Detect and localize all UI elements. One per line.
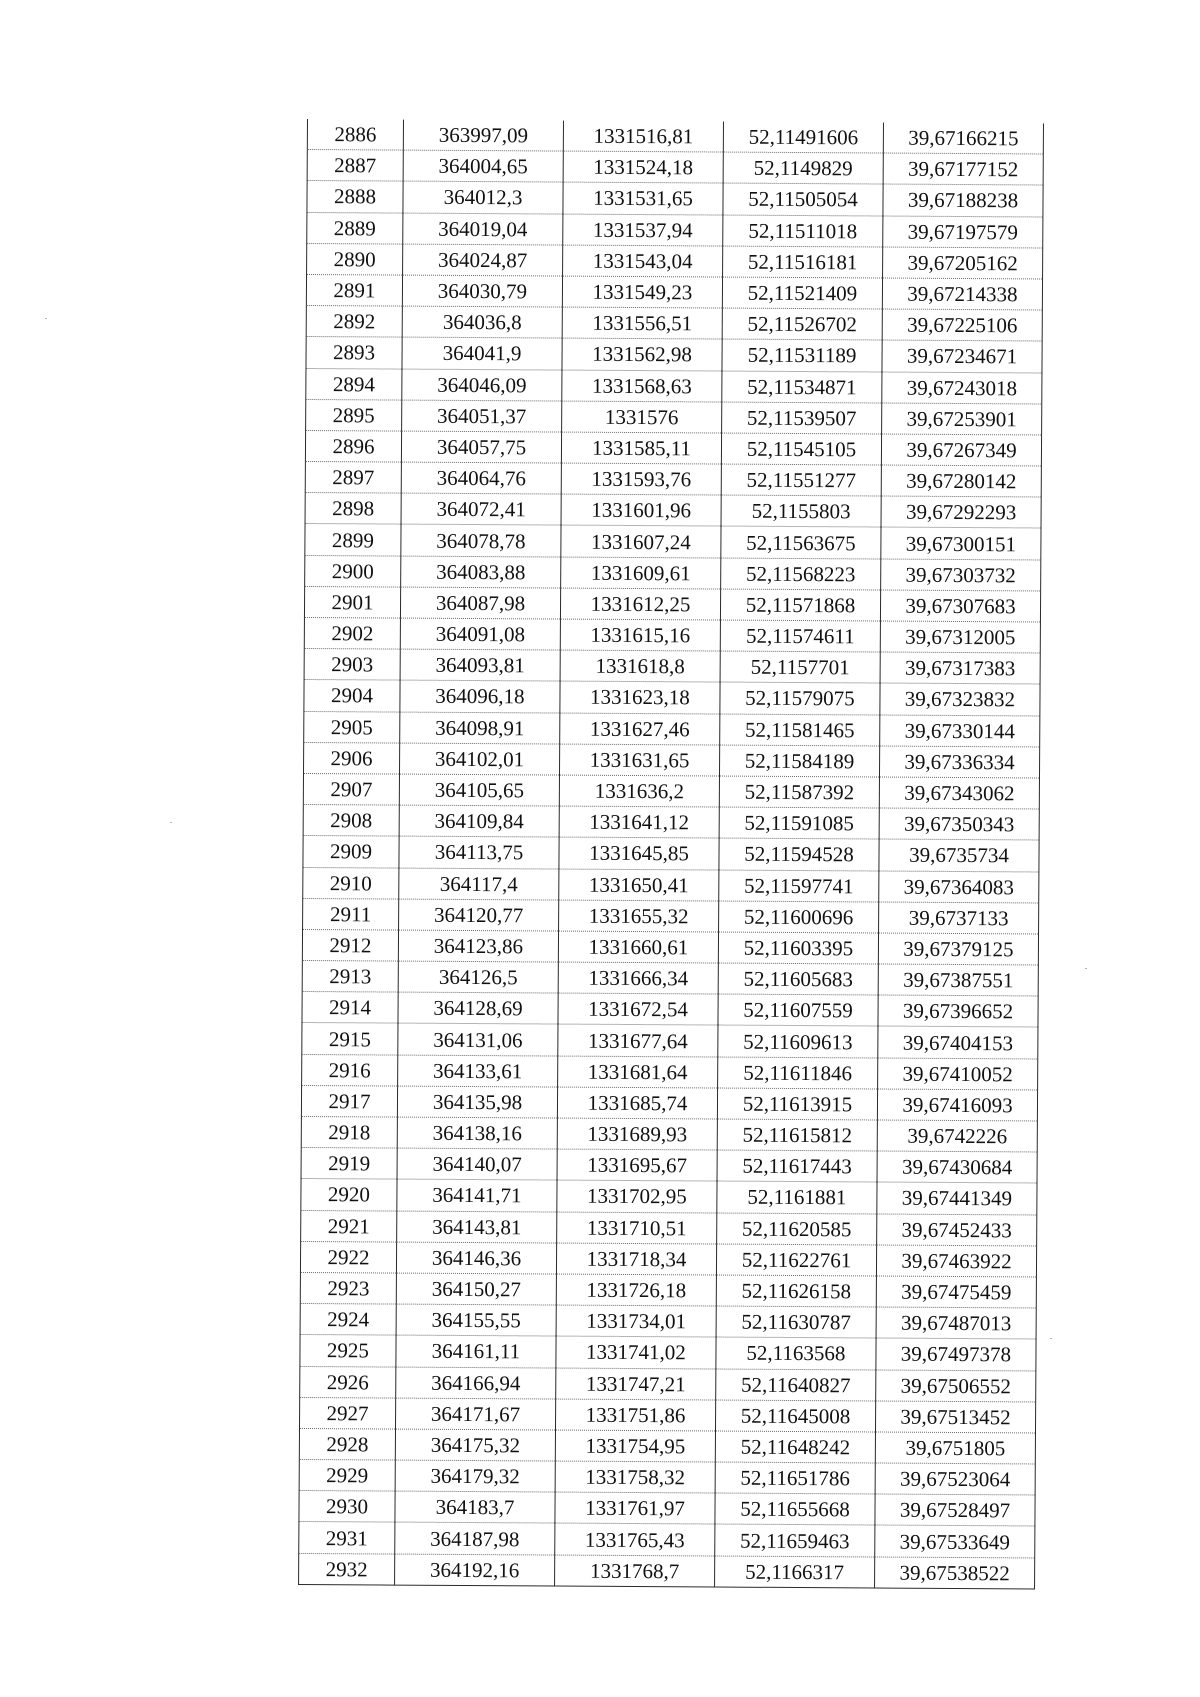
x-coordinate-cell: 364123,86: [398, 930, 558, 962]
y-coordinate-cell: 1331689,93: [557, 1118, 717, 1150]
latitude-cell: 52,11651786: [715, 1462, 875, 1494]
latitude-cell: 52,11579075: [720, 682, 880, 714]
point-number-cell: 2893: [306, 337, 402, 369]
point-number-cell: 2902: [304, 617, 400, 649]
x-coordinate-cell: 364187,98: [395, 1523, 555, 1555]
longitude-cell: 39,67300151: [881, 527, 1041, 559]
longitude-cell: 39,67452433: [877, 1214, 1037, 1246]
y-coordinate-cell: 1331741,02: [556, 1336, 716, 1368]
x-coordinate-cell: 364141,71: [397, 1179, 557, 1211]
longitude-cell: 39,67307683: [880, 590, 1040, 622]
x-coordinate-cell: 364004,65: [403, 150, 563, 182]
latitude-cell: 52,1149829: [723, 152, 883, 184]
x-coordinate-cell: 364078,78: [401, 525, 561, 557]
table-row: [304, 680, 1040, 716]
longitude-cell: 39,6742226: [877, 1120, 1037, 1152]
longitude-cell: 39,67214338: [882, 278, 1042, 310]
point-number-cell: 2899: [305, 524, 401, 556]
y-coordinate-cell: 1331631,65: [559, 744, 719, 776]
point-number-cell: 2932: [299, 1553, 395, 1585]
latitude-cell: 52,11539507: [722, 402, 882, 434]
point-number-cell: 2886: [307, 119, 403, 150]
table-row: [305, 493, 1041, 529]
table-row: [304, 617, 1040, 653]
table-row: [307, 243, 1043, 279]
point-number-cell: 2900: [305, 555, 401, 587]
point-number-cell: 2931: [299, 1522, 395, 1554]
latitude-cell: 52,11613915: [717, 1088, 877, 1120]
point-number-cell: 2898: [305, 493, 401, 525]
y-coordinate-cell: 1331695,67: [557, 1149, 717, 1181]
point-number-cell: 2904: [304, 680, 400, 712]
x-coordinate-cell: 364128,69: [398, 992, 558, 1024]
y-coordinate-cell: 1331636,2: [559, 775, 719, 807]
latitude-cell: 52,11603395: [718, 932, 878, 964]
table-row: [300, 1366, 1036, 1402]
point-number-cell: 2897: [305, 462, 401, 494]
table-row: [299, 1428, 1035, 1464]
table-row: [302, 961, 1038, 997]
latitude-cell: 52,11581465: [720, 714, 880, 746]
y-coordinate-cell: 1331768,7: [555, 1555, 715, 1587]
table-row: [301, 1085, 1037, 1121]
table-row: [300, 1272, 1036, 1308]
latitude-cell: 52,11600696: [719, 901, 879, 933]
y-coordinate-cell: 1331672,54: [558, 993, 718, 1025]
x-coordinate-cell: 364171,67: [395, 1398, 555, 1430]
table-row: [303, 805, 1039, 841]
point-number-cell: 2892: [306, 306, 402, 338]
x-coordinate-cell: 364150,27: [396, 1273, 556, 1305]
y-coordinate-cell: 1331710,51: [557, 1212, 717, 1244]
point-number-cell: 2909: [303, 836, 399, 868]
longitude-cell: 39,67343062: [879, 777, 1039, 809]
point-number-cell: 2907: [303, 773, 399, 805]
x-coordinate-cell: 364030,79: [402, 275, 562, 307]
point-number-cell: 2896: [305, 430, 401, 462]
table-row: [303, 773, 1039, 809]
longitude-cell: 39,67513452: [875, 1401, 1035, 1433]
point-number-cell: 2905: [304, 711, 400, 743]
point-number-cell: 2921: [301, 1210, 397, 1242]
x-coordinate-cell: 364140,07: [397, 1148, 557, 1180]
table-row: [299, 1522, 1035, 1558]
x-coordinate-cell: 364087,98: [400, 587, 560, 619]
latitude-cell: 52,11521409: [722, 277, 882, 309]
longitude-cell: 39,6735734: [879, 839, 1039, 871]
longitude-cell: 39,67225106: [882, 309, 1042, 341]
table-row: [305, 462, 1041, 498]
table-row: [304, 649, 1040, 685]
latitude-cell: 52,11611846: [718, 1057, 878, 1089]
longitude-cell: 39,67497378: [876, 1338, 1036, 1370]
x-coordinate-cell: 364131,06: [398, 1024, 558, 1056]
y-coordinate-cell: 1331758,32: [555, 1461, 715, 1493]
longitude-cell: 39,67267349: [881, 434, 1041, 466]
y-coordinate-cell: 1331607,24: [561, 525, 721, 557]
longitude-cell: 39,67379125: [878, 933, 1038, 965]
coordinates-table: [298, 119, 1044, 1589]
longitude-cell: 39,67387551: [878, 964, 1038, 996]
y-coordinate-cell: 1331549,23: [562, 276, 722, 308]
point-number-cell: 2927: [300, 1397, 396, 1429]
longitude-cell: 39,67487013: [876, 1307, 1036, 1339]
latitude-cell: 52,11568223: [721, 558, 881, 590]
x-coordinate-cell: 364036,8: [402, 306, 562, 338]
table-row: [302, 1054, 1038, 1090]
x-coordinate-cell: 364135,98: [397, 1086, 557, 1118]
scan-speck: [1085, 968, 1087, 969]
table-row: [302, 1023, 1038, 1059]
y-coordinate-cell: 1331524,18: [563, 151, 723, 183]
y-coordinate-cell: 1331734,01: [556, 1305, 716, 1337]
table-row: [307, 119, 1043, 154]
longitude-cell: 39,67243018: [882, 372, 1042, 404]
latitude-cell: 52,11622761: [716, 1244, 876, 1276]
x-coordinate-cell: 364105,65: [399, 774, 559, 806]
latitude-cell: 52,11645008: [715, 1400, 875, 1432]
table-row: [303, 867, 1039, 903]
y-coordinate-cell: 1331660,61: [558, 931, 718, 963]
latitude-cell: 52,11597741: [719, 870, 879, 902]
latitude-cell: 52,11640827: [716, 1369, 876, 1401]
table-row: [304, 742, 1040, 778]
table-row: [307, 181, 1043, 217]
point-number-cell: 2919: [301, 1148, 397, 1180]
y-coordinate-cell: 1331618,8: [560, 650, 720, 682]
x-coordinate-cell: 364133,61: [398, 1055, 558, 1087]
table-row: [302, 992, 1038, 1028]
table-row: [301, 1179, 1037, 1215]
longitude-cell: 39,67253901: [882, 403, 1042, 435]
point-number-cell: 2912: [302, 929, 398, 961]
point-number-cell: 2903: [304, 649, 400, 681]
latitude-cell: 52,11609613: [718, 1025, 878, 1057]
table-row: [301, 1148, 1037, 1184]
longitude-cell: 39,67177152: [883, 153, 1043, 185]
x-coordinate-cell: 364064,76: [401, 462, 561, 494]
y-coordinate-cell: 1331593,76: [561, 463, 721, 495]
table-row: [300, 1241, 1036, 1277]
table-row: [306, 368, 1042, 404]
y-coordinate-cell: 1331751,86: [555, 1399, 715, 1431]
y-coordinate-cell: 1331754,95: [555, 1430, 715, 1462]
table-row: [306, 306, 1042, 342]
point-number-cell: 2923: [300, 1272, 396, 1304]
scan-speck: [45, 318, 47, 319]
y-coordinate-cell: 1331612,25: [560, 588, 720, 620]
point-number-cell: 2887: [307, 150, 403, 182]
point-number-cell: 2926: [300, 1366, 396, 1398]
longitude-cell: 39,67317383: [880, 652, 1040, 684]
y-coordinate-cell: 1331747,21: [556, 1368, 716, 1400]
coordinates-table-body: [299, 119, 1044, 1589]
x-coordinate-cell: 364146,36: [396, 1242, 556, 1274]
y-coordinate-cell: 1331685,74: [557, 1087, 717, 1119]
latitude-cell: 52,11584189: [719, 745, 879, 777]
x-coordinate-cell: 364098,91: [400, 712, 560, 744]
point-number-cell: 2910: [303, 867, 399, 899]
latitude-cell: 52,11491606: [723, 122, 883, 154]
latitude-cell: 52,11516181: [723, 246, 883, 278]
latitude-cell: 52,11587392: [719, 776, 879, 808]
y-coordinate-cell: 1331537,94: [563, 214, 723, 246]
latitude-cell: 52,11531189: [722, 339, 882, 371]
y-coordinate-cell: 1331761,97: [555, 1492, 715, 1524]
table-row: [299, 1553, 1035, 1589]
x-coordinate-cell: 364126,5: [398, 961, 558, 993]
latitude-cell: 52,1163568: [716, 1337, 876, 1369]
latitude-cell: 52,11571868: [720, 589, 880, 621]
longitude-cell: 39,67188238: [883, 184, 1043, 216]
latitude-cell: 52,11545105: [721, 433, 881, 465]
y-coordinate-cell: 1331543,04: [563, 245, 723, 277]
latitude-cell: 52,11594528: [719, 838, 879, 870]
point-number-cell: 2908: [303, 805, 399, 837]
point-number-cell: 2917: [301, 1085, 397, 1117]
table-row: [306, 337, 1042, 373]
scan-speck: [170, 822, 172, 823]
y-coordinate-cell: 1331641,12: [559, 806, 719, 838]
point-number-cell: 2913: [302, 961, 398, 993]
x-coordinate-cell: 364179,32: [395, 1460, 555, 1492]
longitude-cell: 39,67441349: [877, 1182, 1037, 1214]
point-number-cell: 2915: [302, 1023, 398, 1055]
x-coordinate-cell: 364051,37: [402, 400, 562, 432]
table-row: [299, 1491, 1035, 1527]
table-row: [300, 1304, 1036, 1340]
point-number-cell: 2890: [307, 243, 403, 275]
latitude-cell: 52,11605683: [718, 963, 878, 995]
point-number-cell: 2930: [299, 1491, 395, 1523]
y-coordinate-cell: 1331645,85: [559, 837, 719, 869]
latitude-cell: 52,11563675: [721, 526, 881, 558]
point-number-cell: 2891: [306, 274, 402, 306]
longitude-cell: 39,67404153: [878, 1026, 1038, 1058]
latitude-cell: 52,1161881: [717, 1181, 877, 1213]
point-number-cell: 2924: [300, 1304, 396, 1336]
table-row: [304, 586, 1040, 622]
x-coordinate-cell: 364192,16: [395, 1554, 555, 1586]
table-row: [307, 212, 1043, 248]
table-row: [305, 524, 1041, 560]
latitude-cell: 52,11615812: [717, 1119, 877, 1151]
longitude-cell: 39,67506552: [876, 1369, 1036, 1401]
table-row: [306, 399, 1042, 435]
x-coordinate-cell: 364138,16: [397, 1117, 557, 1149]
x-coordinate-cell: 363997,09: [403, 120, 563, 152]
x-coordinate-cell: 364175,32: [395, 1429, 555, 1461]
point-number-cell: 2914: [302, 992, 398, 1024]
x-coordinate-cell: 364155,55: [396, 1304, 556, 1336]
x-coordinate-cell: 364161,11: [396, 1335, 556, 1367]
x-coordinate-cell: 364120,77: [399, 899, 559, 931]
table-row: [305, 430, 1041, 466]
x-coordinate-cell: 364113,75: [399, 836, 559, 868]
longitude-cell: 39,67292293: [881, 496, 1041, 528]
y-coordinate-cell: 1331615,16: [560, 619, 720, 651]
latitude-cell: 52,11617443: [717, 1150, 877, 1182]
y-coordinate-cell: 1331718,34: [556, 1243, 716, 1275]
y-coordinate-cell: 1331623,18: [560, 681, 720, 713]
latitude-cell: 52,11655668: [715, 1493, 875, 1525]
longitude-cell: 39,67396652: [878, 995, 1038, 1027]
table-row: [300, 1335, 1036, 1371]
longitude-cell: 39,67463922: [876, 1245, 1036, 1277]
longitude-cell: 39,67410052: [878, 1058, 1038, 1090]
latitude-cell: 52,11630787: [716, 1306, 876, 1338]
latitude-cell: 52,11620585: [717, 1213, 877, 1245]
point-number-cell: 2888: [307, 181, 403, 213]
longitude-cell: 39,67523064: [875, 1463, 1035, 1495]
table-row: [299, 1460, 1035, 1496]
table-row: [301, 1210, 1037, 1246]
longitude-cell: 39,67330144: [880, 715, 1040, 747]
point-number-cell: 2918: [301, 1116, 397, 1148]
y-coordinate-cell: 1331666,34: [558, 962, 718, 994]
y-coordinate-cell: 1331765,43: [555, 1523, 715, 1555]
point-number-cell: 2894: [306, 368, 402, 400]
longitude-cell: 39,67197579: [883, 216, 1043, 248]
longitude-cell: 39,67234671: [882, 340, 1042, 372]
latitude-cell: 52,1166317: [715, 1556, 875, 1588]
y-coordinate-cell: 1331650,41: [559, 869, 719, 901]
longitude-cell: 39,67533649: [875, 1525, 1035, 1557]
y-coordinate-cell: 1331516,81: [563, 121, 723, 153]
y-coordinate-cell: 1331609,61: [561, 557, 721, 589]
latitude-cell: 52,11526702: [722, 308, 882, 340]
y-coordinate-cell: 1331601,96: [561, 494, 721, 526]
longitude-cell: 39,67364083: [879, 871, 1039, 903]
x-coordinate-cell: 364096,18: [400, 680, 560, 712]
table-row: [300, 1397, 1036, 1433]
point-number-cell: 2906: [304, 742, 400, 774]
y-coordinate-cell: 1331568,63: [562, 370, 722, 402]
x-coordinate-cell: 364143,81: [397, 1211, 557, 1243]
x-coordinate-cell: 364117,4: [399, 868, 559, 900]
table-row: [304, 711, 1040, 747]
longitude-cell: 39,6751805: [875, 1432, 1035, 1464]
longitude-cell: 39,67430684: [877, 1151, 1037, 1183]
latitude-cell: 52,11534871: [722, 371, 882, 403]
longitude-cell: 39,67303732: [881, 559, 1041, 591]
table-row: [303, 836, 1039, 872]
longitude-cell: 39,67416093: [877, 1089, 1037, 1121]
longitude-cell: 39,6737133: [879, 902, 1039, 934]
latitude-cell: 52,11511018: [723, 215, 883, 247]
x-coordinate-cell: 364041,9: [402, 337, 562, 369]
y-coordinate-cell: 1331681,64: [558, 1056, 718, 1088]
longitude-cell: 39,67475459: [876, 1276, 1036, 1308]
x-coordinate-cell: 364046,09: [402, 369, 562, 401]
point-number-cell: 2928: [299, 1428, 395, 1460]
x-coordinate-cell: 364019,04: [403, 213, 563, 245]
x-coordinate-cell: 364109,84: [399, 805, 559, 837]
point-number-cell: 2920: [301, 1179, 397, 1211]
point-number-cell: 2929: [299, 1460, 395, 1492]
longitude-cell: 39,67166215: [883, 123, 1043, 155]
latitude-cell: 52,11574611: [720, 620, 880, 652]
y-coordinate-cell: 1331677,64: [558, 1024, 718, 1056]
longitude-cell: 39,67538522: [875, 1557, 1035, 1589]
latitude-cell: 52,11505054: [723, 183, 883, 215]
x-coordinate-cell: 364072,41: [401, 493, 561, 525]
point-number-cell: 2901: [304, 586, 400, 618]
x-coordinate-cell: 364183,7: [395, 1491, 555, 1523]
x-coordinate-cell: 364012,3: [403, 181, 563, 213]
point-number-cell: 2911: [303, 898, 399, 930]
point-number-cell: 2889: [307, 212, 403, 244]
table-row: [303, 898, 1039, 934]
y-coordinate-cell: 1331585,11: [561, 432, 721, 464]
point-number-cell: 2925: [300, 1335, 396, 1367]
longitude-cell: 39,67312005: [880, 621, 1040, 653]
table-row: [306, 274, 1042, 310]
latitude-cell: 52,11607559: [718, 994, 878, 1026]
table-row: [305, 555, 1041, 591]
x-coordinate-cell: 364166,94: [396, 1367, 556, 1399]
x-coordinate-cell: 364102,01: [400, 743, 560, 775]
x-coordinate-cell: 364093,81: [400, 649, 560, 681]
x-coordinate-cell: 364057,75: [401, 431, 561, 463]
x-coordinate-cell: 364024,87: [403, 244, 563, 276]
point-number-cell: 2922: [300, 1241, 396, 1273]
longitude-cell: 39,67280142: [881, 465, 1041, 497]
latitude-cell: 52,11551277: [721, 464, 881, 496]
longitude-cell: 39,67205162: [883, 247, 1043, 279]
y-coordinate-cell: 1331576: [562, 401, 722, 433]
y-coordinate-cell: 1331556,51: [562, 307, 722, 339]
y-coordinate-cell: 1331562,98: [562, 338, 722, 370]
longitude-cell: 39,67336334: [879, 746, 1039, 778]
point-number-cell: 2916: [302, 1054, 398, 1086]
longitude-cell: 39,67350343: [879, 808, 1039, 840]
y-coordinate-cell: 1331726,18: [556, 1274, 716, 1306]
table-row: [301, 1116, 1037, 1152]
y-coordinate-cell: 1331531,65: [563, 182, 723, 214]
y-coordinate-cell: 1331627,46: [560, 713, 720, 745]
y-coordinate-cell: 1331702,95: [557, 1180, 717, 1212]
latitude-cell: 52,1155803: [721, 495, 881, 527]
table-row: [307, 150, 1043, 186]
latitude-cell: 52,11591085: [719, 807, 879, 839]
longitude-cell: 39,67528497: [875, 1494, 1035, 1526]
y-coordinate-cell: 1331655,32: [559, 900, 719, 932]
latitude-cell: 52,11626158: [716, 1275, 876, 1307]
longitude-cell: 39,67323832: [880, 683, 1040, 715]
x-coordinate-cell: 364091,08: [400, 618, 560, 650]
x-coordinate-cell: 364083,88: [401, 556, 561, 588]
latitude-cell: 52,11659463: [715, 1524, 875, 1556]
scan-speck: [1050, 1338, 1052, 1339]
latitude-cell: 52,11648242: [715, 1431, 875, 1463]
table-row: [302, 929, 1038, 965]
latitude-cell: 52,1157701: [720, 651, 880, 683]
point-number-cell: 2895: [306, 399, 402, 431]
